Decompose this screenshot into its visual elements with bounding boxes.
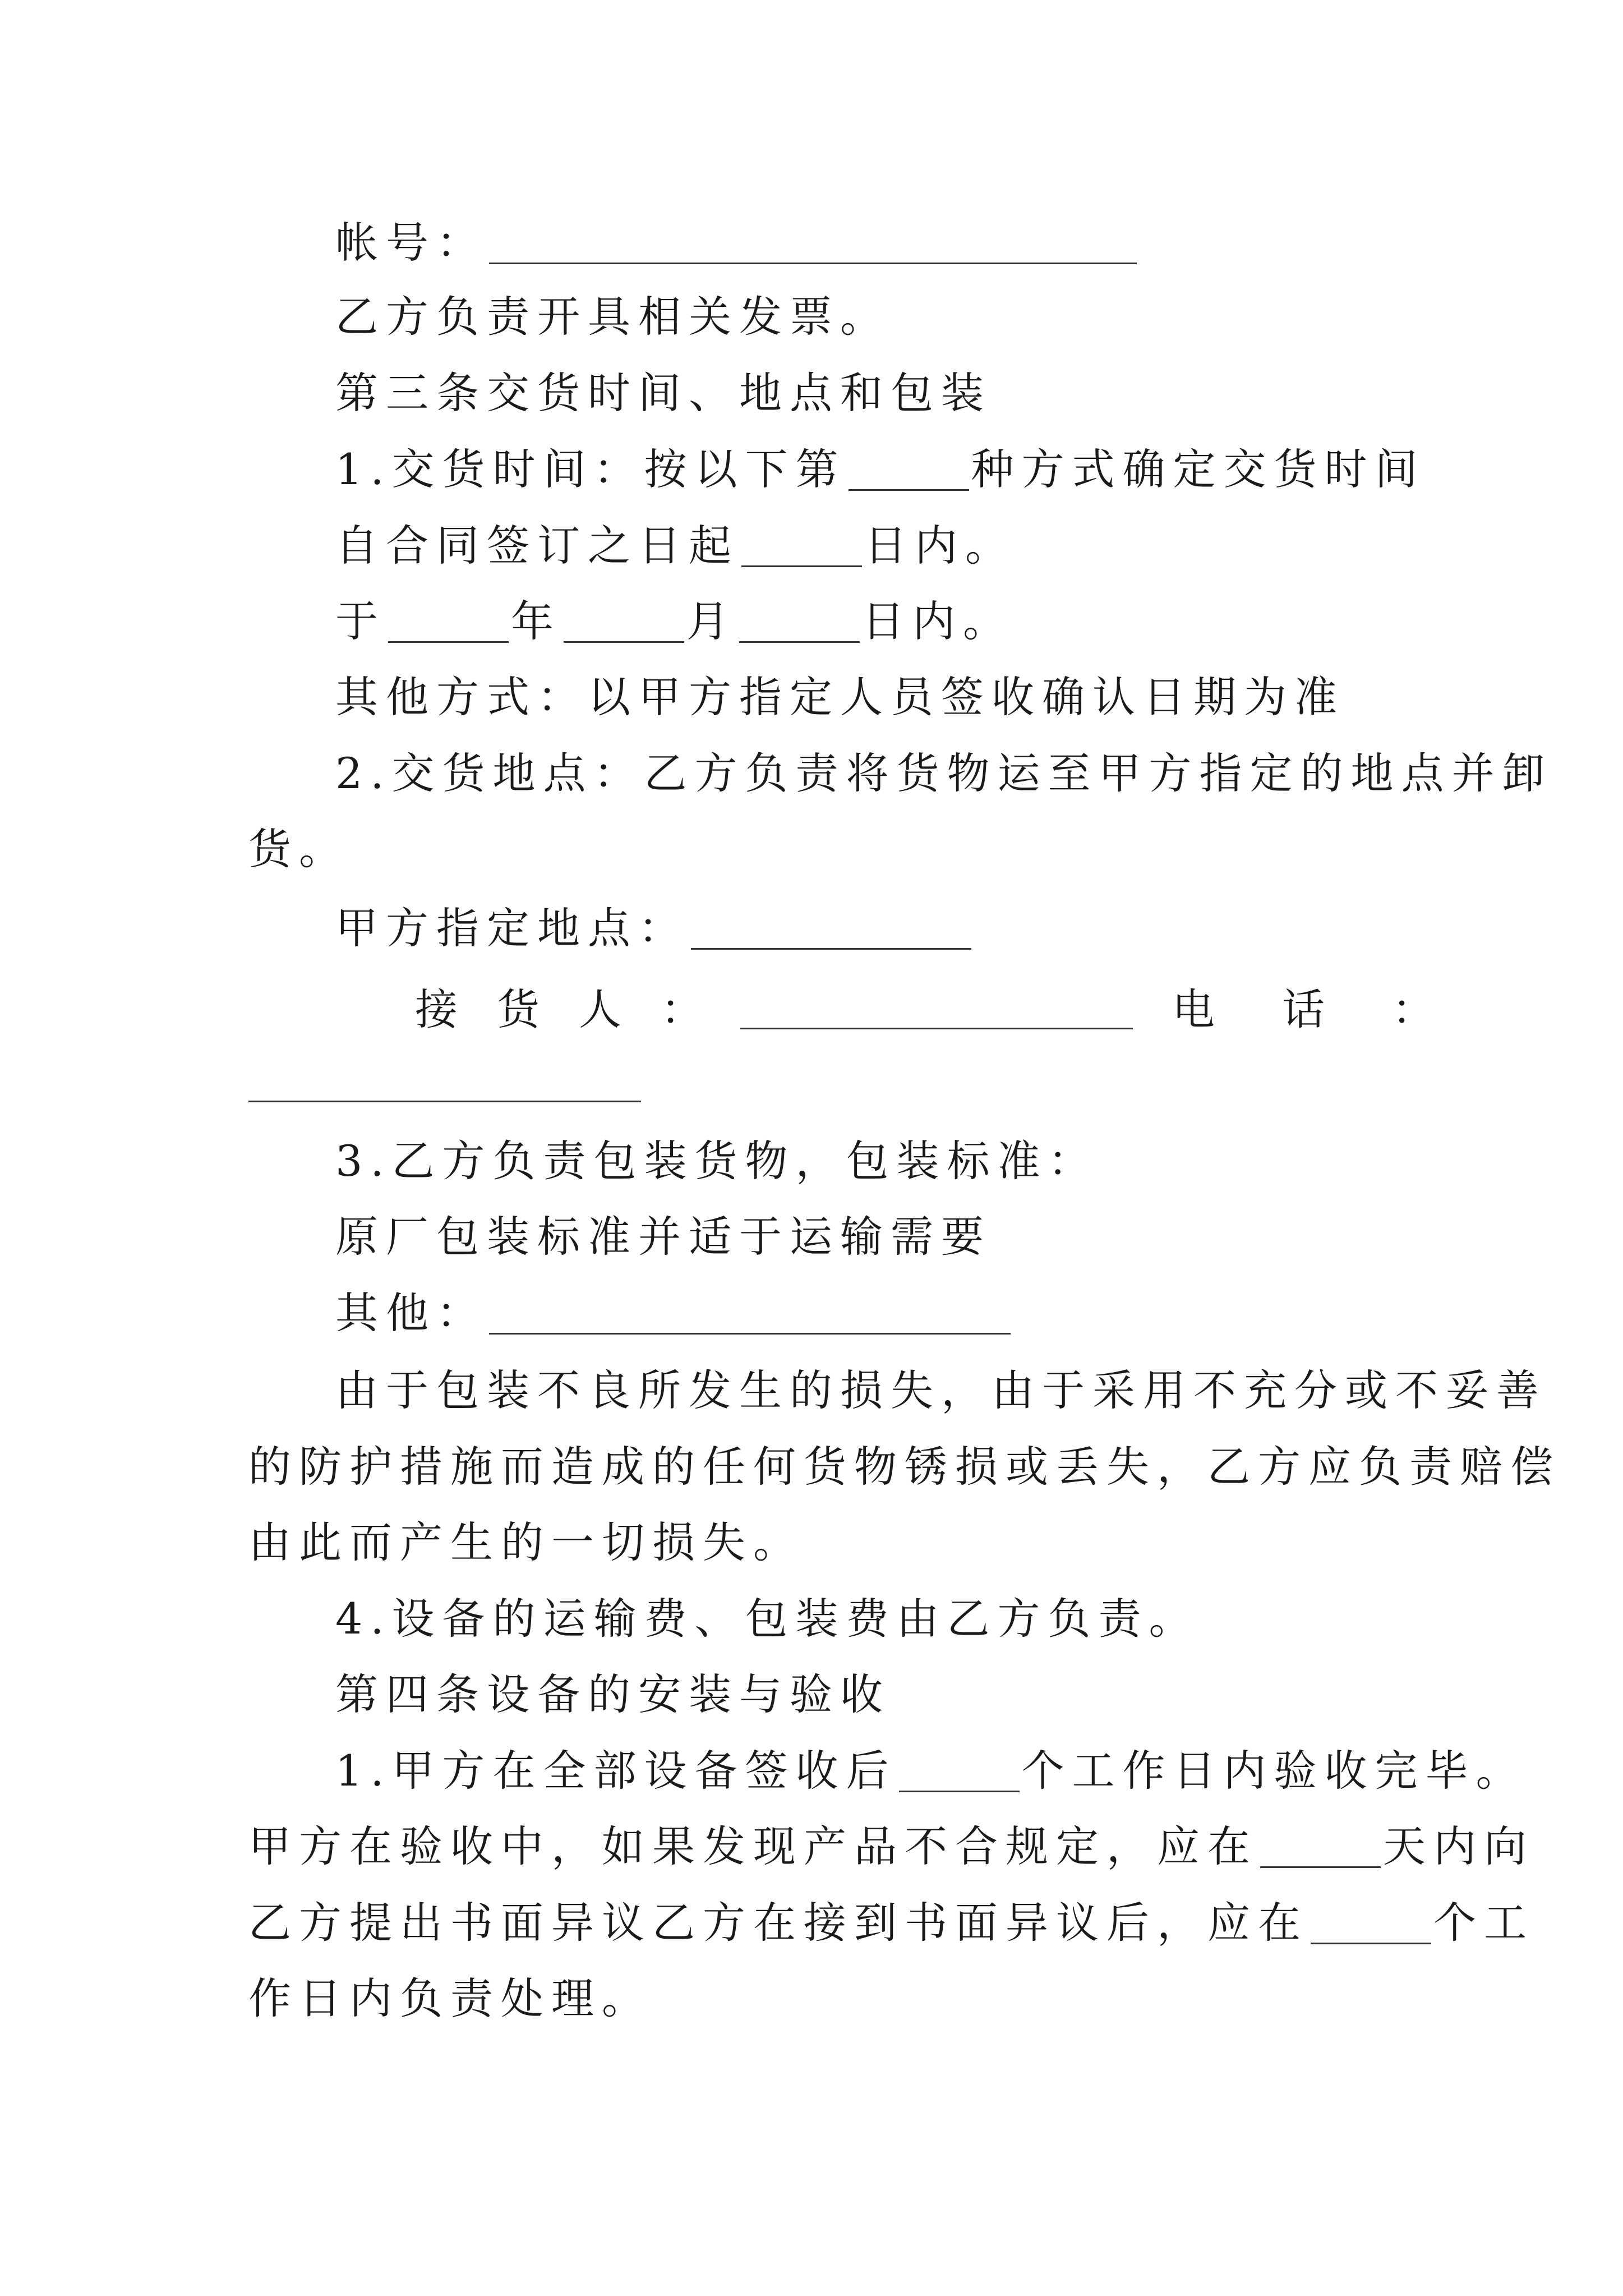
receiver-label: 接货人：: [415, 984, 743, 1034]
acceptance-text-2a: 甲方在验收中，如果发现产品不合规定，应在: [248, 1821, 1258, 1871]
acceptance-text-1b: 个工作日内验收完毕。: [1021, 1746, 1527, 1796]
acceptance-line1: [335, 1746, 1527, 1796]
designated-place-blank: [691, 909, 971, 950]
option2-day-label: 日内。: [862, 596, 1013, 646]
delivery-time-text-b: 种方式确定交货时间: [971, 444, 1426, 494]
option2-day-blank: [739, 602, 860, 643]
receiver-blank: [740, 1028, 1133, 1029]
designated-place-label: 甲方指定地点：: [335, 903, 689, 953]
account-line: [335, 218, 1139, 268]
objection-days-blank: [1260, 1827, 1381, 1868]
loss-line3: 由此而产生的一切损失。: [248, 1517, 804, 1567]
delivery-time-text-a: 1.交货时间：按以下第: [335, 444, 846, 494]
invoice-text: 乙方负责开具相关发票。: [335, 292, 891, 342]
option2-year-blank: [388, 602, 509, 643]
delivery-place-line2: 货。: [248, 824, 349, 874]
designated-place-line: [335, 903, 974, 953]
acceptance-days-blank: [899, 1751, 1020, 1792]
article3-title: 第三条交货时间、地点和包装: [335, 368, 992, 418]
option1-text-b: 日内。: [864, 521, 1016, 570]
option1-text-a: 自合同签订之日起: [335, 521, 739, 570]
delivery-time-line: [335, 444, 1426, 494]
handling-days-blank: [1311, 1903, 1431, 1944]
option1-line: [335, 521, 1016, 570]
option2-month-blank: [564, 602, 684, 643]
option2-year-label: 年: [511, 596, 561, 646]
loss-line1: 由于包装不良所发生的损失，由于采用不充分或不妥善: [335, 1365, 1547, 1415]
delivery-place-line1: 2.交货地点：乙方负责将货物运至甲方指定的地点并卸: [335, 748, 1553, 798]
packaging-other-blank: [489, 1294, 1011, 1335]
option1-days-blank: [741, 526, 862, 567]
option2-line: [335, 596, 1013, 646]
acceptance-text-3b: 个工: [1433, 1898, 1534, 1948]
option2-text-a: 于: [335, 596, 386, 646]
acceptance-text-2b: 天内向: [1383, 1821, 1534, 1871]
article4-title: 第四条设备的安装与验收: [335, 1669, 891, 1719]
phone-label: 电话：: [1172, 984, 1502, 1034]
acceptance-line4: 作日内负责处理。: [248, 1973, 652, 2023]
option3-text: 其他方式：以甲方指定人员签收确认日期为准: [335, 672, 1345, 722]
loss-line2: 的防护措施而造成的任何货物锈损或丢失，乙方应负责赔偿: [248, 1442, 1561, 1492]
option2-month-label: 月: [686, 596, 737, 646]
phone-blank: [248, 1101, 641, 1102]
acceptance-text-1a: 1.甲方在全部设备签收后: [335, 1746, 897, 1796]
packaging-other-label: 其他：: [335, 1288, 487, 1338]
acceptance-text-3a: 乙方提出书面异议乙方在接到书面异议后，应在: [248, 1898, 1308, 1948]
packaging-line: 3.乙方负责包装货物，包装标准：: [335, 1136, 1099, 1186]
acceptance-line2: [248, 1821, 1534, 1871]
packaging-other-line: [335, 1288, 1013, 1338]
account-blank: [489, 223, 1137, 264]
delivery-method-blank: [849, 450, 969, 491]
fees-line: 4.设备的运输费、包装费由乙方负责。: [335, 1594, 1200, 1644]
acceptance-line3: [248, 1898, 1534, 1948]
account-label: 帐号：: [335, 218, 487, 268]
packaging-standard: 原厂包装标准并适于运输需要: [335, 1212, 992, 1262]
